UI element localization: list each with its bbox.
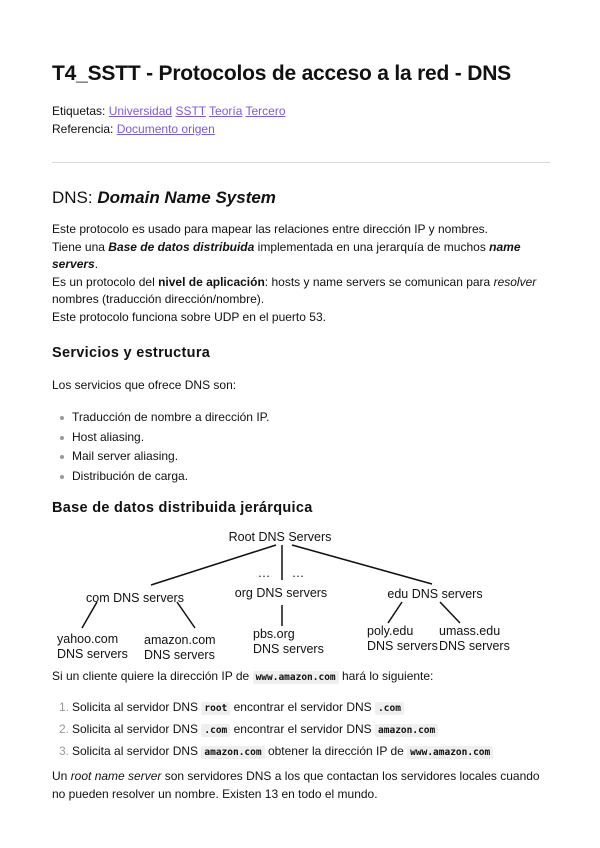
tag-link-tercero[interactable]: Tercero	[245, 104, 286, 118]
reference-label: Referencia:	[52, 122, 114, 136]
text: Solicita al servidor DNS	[72, 722, 199, 736]
leaf-umass-line1: umass.edu	[439, 624, 501, 638]
inline-code: www.amazon.com	[407, 746, 493, 759]
tree-edge	[82, 602, 97, 628]
inline-code: amazon.com	[375, 724, 438, 737]
text: nombres (traducción dirección/nombre).	[52, 292, 265, 306]
tag-link-universidad[interactable]: Universidad	[108, 104, 173, 118]
tags-label: Etiquetas:	[52, 104, 106, 118]
leaf-poly-line1: poly.edu	[367, 624, 414, 638]
text: encontrar el servidor DNS	[233, 722, 372, 736]
text: Si un cliente quiere la dirección IP de	[52, 669, 250, 683]
text: Un	[52, 769, 68, 783]
inline-code: root	[201, 702, 230, 715]
section-heading-hierarchy: Base de datos distribuida jerárquica	[52, 500, 313, 516]
emphasis-text: root name server	[70, 769, 162, 783]
text: hará lo siguiente:	[342, 669, 434, 683]
text: son servidores DNS a los que contactan los servidores locales cuando no pueden resolver un nombre. Existen 13 en todo el mundo.	[52, 769, 540, 801]
services-intro: Los servicios que ofrece DNS son:	[52, 378, 237, 392]
inline-code: .com	[201, 724, 230, 737]
inline-code: .com	[375, 702, 404, 715]
text: Es un protocolo del	[52, 274, 155, 289]
list-item-text: Mail server aliasing.	[72, 449, 179, 464]
heading-prefix: DNS:	[52, 188, 93, 207]
ellipsis-left: …	[257, 566, 271, 580]
reference-link[interactable]: Documento origen	[116, 122, 215, 136]
list-item	[52, 408, 269, 428]
paragraph-line	[52, 239, 550, 274]
ellipsis-right: …	[291, 566, 305, 580]
leaf-pbs-line1: pbs.org	[253, 627, 295, 641]
inline-code: www.amazon.com	[253, 671, 339, 684]
strong-text: name servers	[52, 239, 521, 271]
inline-code: amazon.com	[201, 746, 264, 759]
reference-row	[52, 121, 215, 137]
divider	[52, 162, 550, 163]
tree-edge	[440, 602, 460, 623]
section-heading-services: Servicios y estructura	[52, 345, 211, 361]
step-number: 3.	[59, 744, 70, 758]
root-node-label: Root DNS Servers	[228, 530, 332, 544]
strong-text: nivel de aplicación	[158, 274, 265, 289]
section-heading-dns	[52, 188, 276, 208]
list-item	[52, 467, 269, 487]
page-title: T4_SSTT - Protocolos de acceso a la red - DNS	[52, 62, 511, 85]
root-server-paragraph	[52, 768, 550, 803]
bullet-icon	[60, 475, 64, 479]
emphasis-text: resolver	[493, 274, 537, 289]
leaf-poly-line2: DNS servers	[367, 639, 438, 653]
list-item-text: Distribución de carga.	[72, 469, 189, 484]
bullet-icon	[60, 416, 64, 420]
list-item-text: Traducción de nombre a dirección IP.	[72, 410, 270, 424]
list-item	[52, 741, 493, 763]
paragraph-line: Este protocolo funciona sobre UDP en el puerto 53.	[52, 309, 326, 324]
leaf-amazon-line1: amazon.com	[144, 633, 216, 647]
intro-paragraph	[52, 221, 550, 326]
paragraph-line: Este protocolo es usado para mapear las relaciones entre dirección IP y nombres.	[52, 222, 489, 236]
tag-link-sstt[interactable]: SSTT	[175, 104, 206, 118]
text: encontrar el servidor DNS	[233, 700, 372, 714]
list-item	[52, 719, 493, 741]
org-node-label: org DNS servers	[234, 586, 328, 600]
paragraph-line	[52, 274, 550, 309]
text: : hosts y name servers se comunican para	[264, 274, 491, 289]
leaf-yahoo-line2: DNS servers	[57, 647, 128, 661]
edu-node-label: edu DNS servers	[387, 587, 483, 601]
com-node-label: com DNS servers	[86, 591, 184, 605]
text: obtener la dirección IP de	[267, 744, 404, 758]
leaf-umass-line2: DNS servers	[439, 639, 510, 653]
step-number: 1.	[59, 700, 70, 714]
list-item-text: Host aliasing.	[72, 429, 145, 444]
tree-edge	[292, 545, 432, 584]
text: Solicita al servidor DNS	[72, 700, 199, 714]
leaf-yahoo-line1: yahoo.com	[57, 632, 119, 646]
tag-link-teoria[interactable]: Teoría	[209, 104, 243, 118]
text: .	[94, 257, 99, 271]
client-paragraph	[52, 668, 550, 687]
resolution-steps-list	[52, 697, 493, 763]
leaf-amazon-line2: DNS servers	[144, 648, 215, 662]
leaf-pbs-line2: DNS servers	[253, 642, 324, 656]
services-list	[52, 408, 269, 487]
tags-row	[52, 103, 286, 119]
list-item	[52, 428, 269, 448]
list-item	[52, 697, 493, 719]
bullet-icon	[60, 455, 64, 459]
text: Tiene una	[52, 239, 105, 254]
text: implementada en una jerarquía de muchos	[257, 239, 486, 254]
step-number: 2.	[59, 722, 70, 736]
strong-text: Base de datos distribuida	[108, 239, 255, 254]
list-item	[52, 447, 269, 467]
dns-hierarchy-diagram	[52, 520, 550, 665]
tree-edge	[177, 602, 195, 628]
tree-edge	[388, 602, 402, 623]
heading-emphasis: Domain Name System	[97, 188, 276, 207]
text: Solicita al servidor DNS	[72, 744, 199, 758]
bullet-icon	[60, 436, 64, 440]
